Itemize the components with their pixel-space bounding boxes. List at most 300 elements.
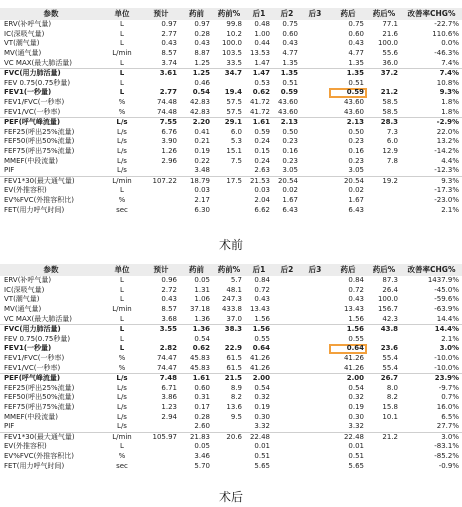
cell-chg: 3.0% <box>439 344 459 353</box>
cell-chg: -46.3% <box>434 49 459 58</box>
cell-post2 <box>273 305 301 315</box>
cell-pre-pct: 5.7 <box>230 276 242 285</box>
table-row <box>0 205 462 215</box>
cell-post2 <box>273 422 301 432</box>
cell-param: FEV1/FVC(一秒率) <box>4 354 65 363</box>
table-row <box>0 344 462 354</box>
cell-post-pct: 87.3 <box>382 276 398 285</box>
cell-post2: 0.23 <box>282 156 298 165</box>
cell-post1: 0.03 <box>254 186 270 195</box>
cell-param: FEF50(呼出50%流量) <box>4 137 75 146</box>
cell-pre: 0.46 <box>194 78 210 87</box>
cell-chg: -10.0% <box>434 354 459 363</box>
cell-pre: 42.83 <box>189 107 210 116</box>
table-row <box>0 166 462 176</box>
cell-pre-pct: 8.9 <box>230 383 242 392</box>
cell-post3 <box>301 393 329 403</box>
cell-post-pct <box>367 335 401 345</box>
cell-param: MMEF(中段流量) <box>4 412 58 421</box>
cell-post2: 3.05 <box>282 166 298 175</box>
cell-post: 1.35 <box>348 58 364 67</box>
cell-post1: 1.47 <box>254 58 270 67</box>
cell-post: 0.19 <box>348 403 364 412</box>
cell-post3 <box>301 30 329 40</box>
cell-post2 <box>273 393 301 403</box>
header-post-pct: 药后% <box>372 265 396 275</box>
cell-predicted: 2.82 <box>159 344 177 353</box>
cell-post-pct <box>367 442 401 452</box>
cell-chg: 14.4% <box>401 324 462 334</box>
cell-post1: 0.32 <box>254 393 270 402</box>
cell-post: 41.26 <box>343 363 364 372</box>
cell-post: 6.43 <box>348 205 364 214</box>
cell-param: PIF <box>4 166 15 175</box>
cell-post: 13.43 <box>343 305 364 314</box>
cell-pre-pct: 38.3 <box>213 324 245 334</box>
cell-unit: L <box>102 68 142 78</box>
cell-predicted: 3.74 <box>161 58 177 67</box>
cell-post-pct: 26.4 <box>382 285 398 294</box>
cell-post1: 2.04 <box>254 195 270 204</box>
cell-param: FEV 0.75(0.75秒量) <box>4 334 71 343</box>
cell-pre: 0.43 <box>194 39 210 48</box>
cell-chg: -45.0% <box>434 285 459 294</box>
cell-post3 <box>301 68 329 78</box>
cell-predicted: 8.57 <box>161 49 177 58</box>
cell-post1: 0.62 <box>252 88 270 97</box>
cell-unit: L/s <box>117 422 127 431</box>
cell-predicted <box>142 196 180 206</box>
cell-chg: -9.7% <box>438 383 459 392</box>
cell-param: VC MAX(最大肺活量) <box>4 314 72 323</box>
cell-post2: 0.59 <box>280 88 298 97</box>
table-row <box>0 196 462 206</box>
table-row <box>0 373 462 383</box>
cell-pre: 0.97 <box>194 20 210 29</box>
cell-predicted <box>142 461 180 471</box>
cell-pre: 37.18 <box>189 305 210 314</box>
header-chg: 改善率CHG% <box>407 9 456 19</box>
cell-post2 <box>273 354 301 364</box>
cell-unit: L/s <box>117 166 127 175</box>
cell-post-pct: 7.8 <box>386 156 398 165</box>
cell-unit: L <box>120 285 124 294</box>
cell-pre-pct: 33.5 <box>226 58 242 67</box>
cell-pre-pct: 48.1 <box>226 285 242 294</box>
cell-unit: L <box>120 58 124 67</box>
cell-post2 <box>273 412 301 422</box>
cell-predicted: 6.71 <box>161 383 177 392</box>
cell-post3 <box>301 156 329 166</box>
cell-pre: 6.30 <box>194 205 210 214</box>
cell-param: FEF50(呼出50%流量) <box>4 393 75 402</box>
cell-post3 <box>301 461 329 471</box>
cell-pre: 45.83 <box>189 363 210 372</box>
cell-chg: 1.8% <box>441 107 459 116</box>
cell-post-pct: 100.0 <box>377 295 398 304</box>
cell-unit: % <box>118 451 126 460</box>
cell-chg: -2.9% <box>401 117 462 127</box>
cell-unit: % <box>118 107 126 116</box>
table-row <box>0 98 462 108</box>
cell-pre: 8.87 <box>194 49 210 58</box>
cell-param: FVC(用力肺活量) <box>0 324 102 334</box>
cell-chg: 23.9% <box>401 373 462 383</box>
cell-pre: 2.17 <box>194 195 210 204</box>
cell-post3 <box>301 432 329 442</box>
cell-post3 <box>301 137 329 147</box>
cell-param: EV%FVC(外推容积比) <box>4 195 75 204</box>
cell-unit: L/s <box>117 147 127 156</box>
cell-pre-pct <box>213 422 245 432</box>
cell-pre: 2.20 <box>180 117 213 127</box>
cell-predicted: 6.76 <box>161 127 177 136</box>
cell-post1: 41.72 <box>249 98 270 107</box>
cell-param: VT(潮气量) <box>4 39 40 48</box>
cell-post1: 0.48 <box>254 20 270 29</box>
table-row <box>0 276 462 286</box>
cell-post3 <box>301 49 329 59</box>
cell-unit: L/s <box>117 127 127 136</box>
cell-post2 <box>273 452 301 462</box>
cell-pre: 0.05 <box>194 442 210 451</box>
cell-unit: sec <box>116 461 128 470</box>
cell-unit: % <box>118 363 126 372</box>
cell-post1: 0.15 <box>254 147 270 156</box>
cell-unit: L <box>102 324 142 334</box>
cell-post2: 0.51 <box>282 78 298 87</box>
cell-chg: 3.0% <box>401 432 462 442</box>
cell-pre-pct: 37.0 <box>226 314 242 323</box>
cell-param: FEF75(呼出75%流量) <box>4 147 75 156</box>
cell-post3 <box>301 107 329 117</box>
cell-param: PEF(呼气峰流量) <box>0 117 102 127</box>
cell-pre: 5.70 <box>194 461 210 470</box>
cell-param: IC(深吸气量) <box>4 285 45 294</box>
cell-post: 0.72 <box>348 285 364 294</box>
cell-post2: 4.77 <box>282 49 298 58</box>
cell-unit: L/min <box>112 305 132 314</box>
table-row <box>0 147 462 157</box>
cell-post1: 1.56 <box>245 324 273 334</box>
cell-pre: 0.54 <box>194 334 210 343</box>
cell-post: 1.56 <box>329 324 367 334</box>
cell-predicted: 8.57 <box>161 305 177 314</box>
cell-post2 <box>273 295 301 305</box>
cell-predicted <box>142 452 180 462</box>
cell-unit: L <box>120 334 124 343</box>
cell-post1: 2.63 <box>254 166 270 175</box>
cell-pre: 0.62 <box>192 344 210 353</box>
table-row <box>0 156 462 166</box>
cell-post: 0.32 <box>348 393 364 402</box>
post-op-table <box>0 264 462 471</box>
cell-chg: 4.4% <box>441 156 459 165</box>
cell-post3 <box>301 335 329 345</box>
cell-param: MMEF(中段流量) <box>4 156 58 165</box>
cell-post: 0.50 <box>348 127 364 136</box>
cell-post2 <box>273 384 301 394</box>
table-row <box>0 354 462 364</box>
header-pre-pct: 药前% <box>217 265 241 275</box>
cell-predicted: 0.96 <box>161 276 177 285</box>
cell-pre-pct: 247.3 <box>221 295 242 304</box>
cell-post-pct <box>367 422 401 432</box>
cell-post2 <box>273 344 301 354</box>
cell-chg: -23.0% <box>434 195 459 204</box>
header-pre: 药前 <box>189 9 204 19</box>
cell-post1: 1.61 <box>245 117 273 127</box>
header-post2: 后2 <box>280 265 294 275</box>
cell-chg: -83.1% <box>434 442 459 451</box>
cell-pre-pct: 9.5 <box>230 412 242 421</box>
cell-param: FEV1/VC(一秒率) <box>4 107 61 116</box>
table-row <box>0 286 462 296</box>
cell-predicted <box>142 335 180 345</box>
cell-param: FEF25(呼出25%流量) <box>4 127 75 136</box>
cell-post1: 0.53 <box>254 78 270 87</box>
cell-post2: 0.43 <box>282 39 298 48</box>
cell-predicted: 3.68 <box>161 314 177 323</box>
cell-pre: 42.83 <box>189 98 210 107</box>
cell-post3 <box>301 403 329 413</box>
cell-unit: L <box>120 39 124 48</box>
table-row <box>0 403 462 413</box>
cell-post3 <box>301 166 329 176</box>
cell-param: FEV 0.75(0.75秒量) <box>4 78 71 87</box>
cell-post1: 6.62 <box>254 205 270 214</box>
table-row <box>0 442 462 452</box>
cell-post1: 41.26 <box>249 354 270 363</box>
cell-predicted: 3.90 <box>161 137 177 146</box>
cell-post-pct: 21.2 <box>380 88 398 97</box>
cell-post2 <box>273 276 301 286</box>
cell-unit: L/min <box>112 49 132 58</box>
cell-post-pct <box>367 196 401 206</box>
cell-pre: 21.83 <box>180 432 213 442</box>
cell-param: EV%FVC(外推容积比) <box>4 451 75 460</box>
cell-post-pct <box>367 166 401 176</box>
cell-pre-pct <box>213 79 245 89</box>
cell-param: FEF75(呼出75%流量) <box>4 403 75 412</box>
cell-post: 3.05 <box>348 166 364 175</box>
cell-unit: L/s <box>117 403 127 412</box>
cell-unit: L/min <box>102 432 142 442</box>
cell-post-pct: 21.6 <box>382 29 398 38</box>
cell-pre: 0.60 <box>194 383 210 392</box>
cell-post3 <box>301 176 329 186</box>
cell-pre-pct <box>213 196 245 206</box>
cell-unit: L <box>120 186 124 195</box>
cell-post: 0.43 <box>348 39 364 48</box>
cell-predicted <box>142 166 180 176</box>
cell-post1: 1.00 <box>254 29 270 38</box>
cell-pre-pct: 100.0 <box>221 39 242 48</box>
cell-chg: 27.7% <box>436 422 459 431</box>
table-row <box>0 186 462 196</box>
header-post3: 后3 <box>308 9 322 19</box>
cell-unit: L/min <box>102 176 142 186</box>
table-row <box>0 39 462 49</box>
cell-predicted: 7.48 <box>142 373 180 383</box>
table-row <box>0 314 462 324</box>
cell-predicted <box>142 186 180 196</box>
cell-chg: -59.6% <box>434 295 459 304</box>
table-row <box>0 363 462 373</box>
cell-post: 0.54 <box>348 383 364 392</box>
header-unit: 单位 <box>114 9 130 19</box>
cell-pre-pct: 7.5 <box>230 156 242 165</box>
cell-pre-pct: 20.6 <box>213 432 245 442</box>
cell-param: FEV1*30(最大通气量) <box>0 176 102 186</box>
cell-post-pct: 26.7 <box>367 373 401 383</box>
cell-param: FEV1/FVC(一秒率) <box>4 98 65 107</box>
cell-post3 <box>301 205 329 215</box>
table-row <box>0 128 462 138</box>
highlighted-value: 0.59 <box>329 88 367 98</box>
cell-chg: 13.2% <box>436 137 459 146</box>
cell-post3 <box>301 412 329 422</box>
cell-chg: 0.0% <box>441 39 459 48</box>
cell-pre-pct: 34.7 <box>213 68 245 78</box>
cell-post-pct: 28.3 <box>367 117 401 127</box>
header-param: 参数 <box>43 265 59 275</box>
cell-pre-pct: 21.5 <box>213 373 245 383</box>
cell-post: 0.43 <box>348 295 364 304</box>
cell-post1: 41.26 <box>249 363 270 372</box>
cell-param: IC(深吸气量) <box>4 29 45 38</box>
cell-param: MV(通气量) <box>4 49 42 58</box>
cell-post3 <box>301 128 329 138</box>
cell-unit: L <box>120 295 124 304</box>
cell-param: FEV1(一秒量) <box>4 344 52 353</box>
cell-pre-pct: 17.5 <box>213 176 245 186</box>
cell-post-pct: 7.3 <box>386 127 398 136</box>
cell-post2 <box>273 286 301 296</box>
cell-post: 0.51 <box>348 451 364 460</box>
cell-post: 41.26 <box>343 354 364 363</box>
cell-pre-pct: 13.6 <box>226 403 242 412</box>
cell-predicted: 0.43 <box>161 295 177 304</box>
pre-op-table <box>0 8 462 215</box>
cell-post3 <box>301 363 329 373</box>
cell-predicted: 3.61 <box>142 68 180 78</box>
cell-unit: L/s <box>117 156 127 165</box>
cell-post-pct: 19.2 <box>367 176 401 186</box>
table-row <box>0 295 462 305</box>
cell-unit: L <box>120 314 124 323</box>
cell-post-pct: 8.2 <box>386 393 398 402</box>
cell-post1: 3.32 <box>254 422 270 431</box>
cell-chg: 2.1% <box>441 334 459 343</box>
cell-predicted <box>142 79 180 89</box>
cell-param: MV(通气量) <box>4 305 42 314</box>
cell-post: 20.54 <box>329 176 367 186</box>
cell-post3 <box>301 442 329 452</box>
cell-post1: 41.72 <box>249 107 270 116</box>
header-pre: 药前 <box>189 265 204 275</box>
cell-post: 22.48 <box>329 432 367 442</box>
cell-post1: 22.48 <box>245 432 273 442</box>
cell-post3 <box>301 354 329 364</box>
cell-post1: 0.51 <box>254 451 270 460</box>
cell-pre: 0.03 <box>194 186 210 195</box>
cell-pre-pct: 15.1 <box>226 147 242 156</box>
header-post2: 后2 <box>280 9 294 19</box>
cell-pre: 18.79 <box>180 176 213 186</box>
cell-post3 <box>301 314 329 324</box>
cell-post: 0.75 <box>348 20 364 29</box>
cell-post-pct: 58.5 <box>382 107 398 116</box>
cell-chg: 6.5% <box>441 412 459 421</box>
cell-post3 <box>301 196 329 206</box>
cell-chg: -85.2% <box>434 451 459 460</box>
cell-pre: 1.36 <box>194 314 210 323</box>
cell-post3 <box>301 39 329 49</box>
cell-post-pct <box>367 79 401 89</box>
cell-post: 3.32 <box>348 422 364 431</box>
cell-predicted <box>142 205 180 215</box>
table-row <box>0 412 462 422</box>
cell-post1: 0.72 <box>254 285 270 294</box>
table-row <box>0 384 462 394</box>
cell-post2: 43.60 <box>277 98 298 107</box>
pre-op-panel <box>0 8 462 215</box>
cell-pre-pct <box>213 186 245 196</box>
cell-post3 <box>301 384 329 394</box>
cell-pre: 1.31 <box>194 285 210 294</box>
cell-predicted <box>142 442 180 452</box>
header-row <box>0 8 462 20</box>
cell-param: FET(用力呼气时间) <box>4 205 65 214</box>
cell-pre: 0.28 <box>194 29 210 38</box>
cell-post2: 0.02 <box>282 186 298 195</box>
cell-post1: 0.30 <box>254 412 270 421</box>
cell-pre-pct: 433.8 <box>221 305 242 314</box>
cell-pre: 0.19 <box>194 147 210 156</box>
table-row <box>0 324 462 334</box>
cell-post: 0.02 <box>348 186 364 195</box>
cell-pre-pct: 19.4 <box>224 88 242 97</box>
cell-post3 <box>301 186 329 196</box>
cell-pre: 0.41 <box>194 127 210 136</box>
cell-post: 1.67 <box>348 195 364 204</box>
cell-predicted: 74.47 <box>156 363 177 372</box>
cell-param: ERV(补呼气量) <box>4 276 52 285</box>
cell-unit: L/s <box>102 373 142 383</box>
table-row <box>0 79 462 89</box>
cell-post: 43.60 <box>343 107 364 116</box>
cell-chg: 2.1% <box>441 205 459 214</box>
cell-post: 0.30 <box>348 412 364 421</box>
cell-post-pct: 36.0 <box>382 58 398 67</box>
cell-pre-pct <box>213 442 245 452</box>
cell-post2: 0.23 <box>282 137 298 146</box>
table-row <box>0 432 462 442</box>
cell-unit: L/s <box>117 412 127 421</box>
table-row <box>0 176 462 186</box>
cell-chg: 9.3% <box>439 88 459 97</box>
cell-pre: 3.48 <box>194 166 210 175</box>
cell-post-pct: 58.5 <box>382 98 398 107</box>
cell-pre-pct <box>213 452 245 462</box>
cell-pre: 1.06 <box>194 295 210 304</box>
cell-pre: 1.25 <box>180 68 213 78</box>
cell-post3 <box>301 305 329 315</box>
cell-chg: -10.0% <box>434 363 459 372</box>
cell-pre-pct <box>213 166 245 176</box>
cell-post3 <box>301 286 329 296</box>
